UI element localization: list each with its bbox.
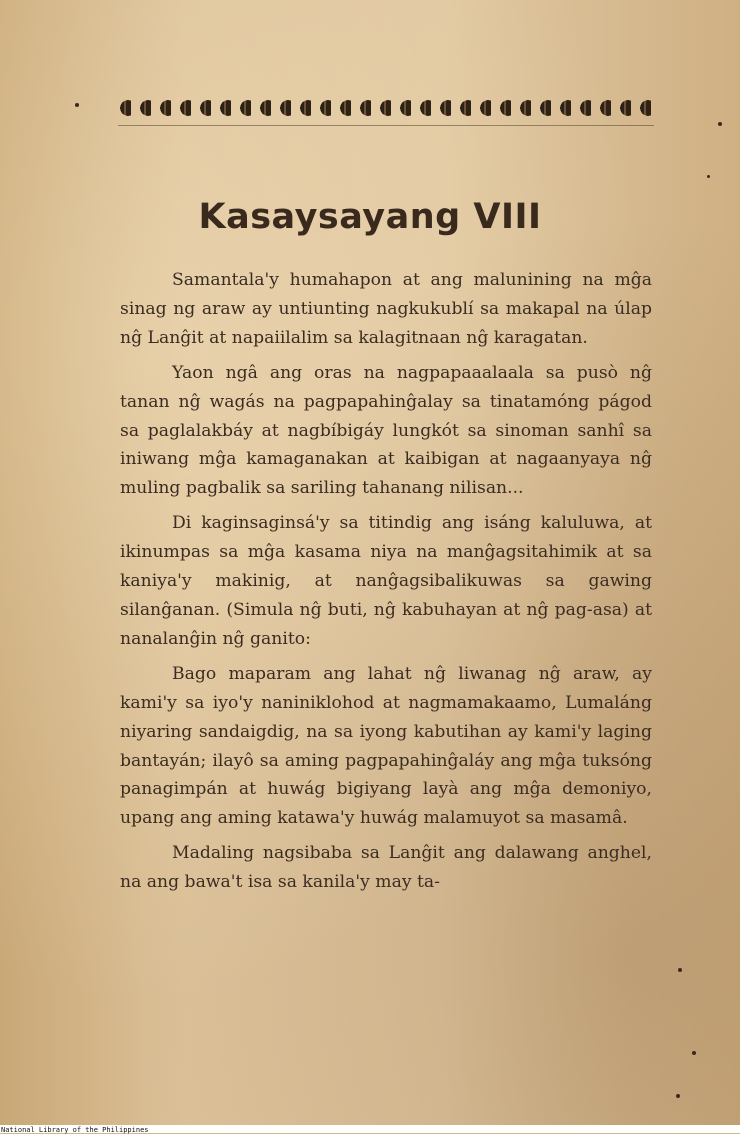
ornament-rule [118, 125, 654, 126]
paper-speck [692, 1051, 696, 1055]
paragraph: Samantala'y humahapon at ang malunining na mĝa sinag ng araw ay untiunting nagkukublí sa makapal na úlap nĝ Lanĝit at napaiilalim sa kalagitnaan nĝ karagatan. [120, 270, 652, 348]
chapter-body [120, 266, 652, 903]
paragraph: Yaon ngâ ang oras na nagpapaaalaala sa pusò nĝ tanan nĝ wagás na pagpapahinĝalay sa tinatamóng págod sa paglalakbáy at nagbíbigáy lungkót sa sinoman sanhî sa iniwang mĝa kamaganakan at kaibigan at nagaanyaya nĝ muling pagbalik sa sariling tahanang nilisan... [120, 362, 652, 499]
paper-speck [707, 175, 710, 178]
paper-speck [718, 122, 722, 126]
paragraph: Di kaginsaginsá'y sa titindig ang isáng kaluluwa, at ikinumpas sa mĝa kasama niya na manĝagsitahimik at sa kaniya'y makinig, at nanĝagsibalikuwas sa gawing silanĝanan. (Simula nĝ buti, nĝ kabuhayan at nĝ pag-asa) at nanalanĝin nĝ ganito: [120, 513, 652, 649]
paper-speck [75, 103, 79, 107]
footer-bar [0, 1125, 740, 1133]
paper-speck [678, 968, 682, 972]
paragraph: Madaling nagsibaba sa Lanĝit ang dalawang anghel, na ang bawa't isa sa kanila'y may ta- [120, 843, 652, 893]
footer-credit: National Library of the Philippines [1, 1126, 149, 1134]
chapter-title: Kasaysayang VIII [198, 197, 542, 237]
paragraph: Bago maparam ang lahat nĝ liwanag nĝ araw, ay kami'y sa iyo'y naniniklohod at nagmamakaamo, Lumaláng niyaring sandaigdig, na sa iyong kabutihan ay kami'y laging bantayán; ilayô sa aming pagpapahinĝaláy ang mĝa tuksóng panagimpán at huwág bigiyang layà ang mĝa demoniyo, upang ang aming katawa'y huwág malamuyot sa masamâ. [120, 663, 652, 829]
paper-speck [676, 1094, 680, 1098]
decorative-border-ornament [118, 98, 654, 118]
